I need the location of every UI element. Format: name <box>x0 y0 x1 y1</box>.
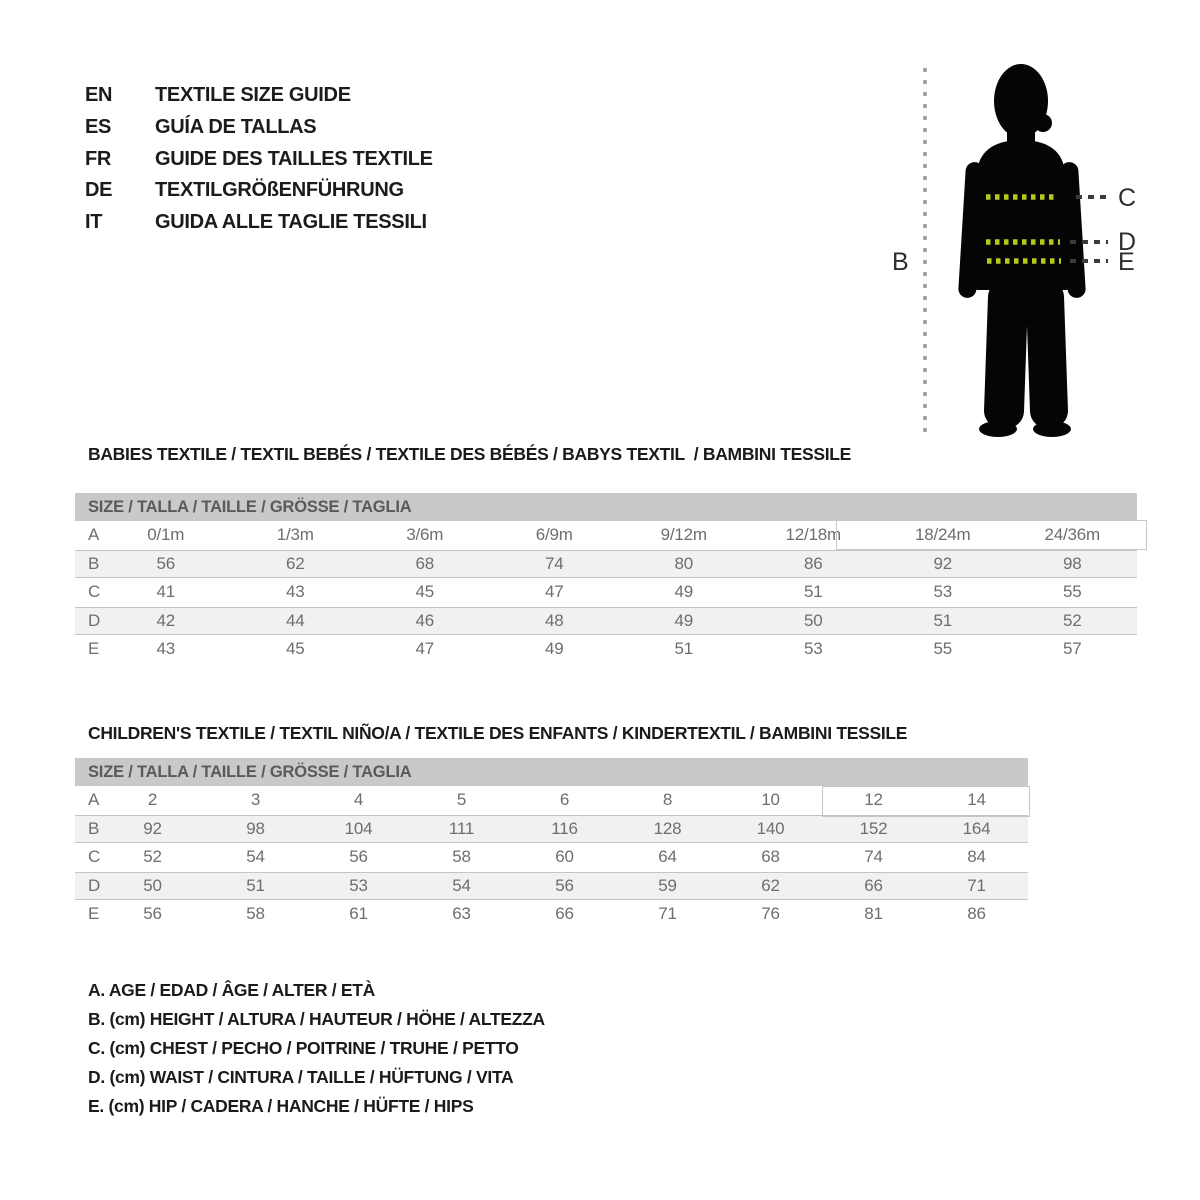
table-cell: 42 <box>156 610 175 630</box>
table-cell: 53 <box>933 582 952 601</box>
table-cell: 58 <box>246 904 265 923</box>
table-row-c <box>75 843 1028 872</box>
table-cell: 81 <box>864 904 883 923</box>
babies-row-selection-box <box>836 520 1147 550</box>
table-row-b <box>75 815 1028 844</box>
table-row-d <box>75 872 1028 901</box>
table-cell: 92 <box>933 553 952 573</box>
table-cell: 51 <box>803 582 823 601</box>
guide-title: TEXTILE SIZE GUIDE <box>155 84 351 107</box>
table-cell: 12 <box>864 790 883 809</box>
row-label: D <box>88 875 101 895</box>
table-cell: 56 <box>156 553 175 573</box>
table-cell: 74 <box>864 847 883 866</box>
table-cell: 62 <box>285 553 305 573</box>
table-cell: 5 <box>456 790 467 809</box>
table-cell: 66 <box>864 875 883 895</box>
table-cell: 51 <box>674 639 693 658</box>
table-cell: 56 <box>143 904 162 923</box>
legend-item: A. AGE / EDAD / ÂGE / ALTER / ETÀ <box>88 980 375 1000</box>
table-cell: 74 <box>544 553 564 573</box>
legend-item: D. (cm) WAIST / CINTURA / TAILLE / HÜFTUNG / VITA <box>88 1067 514 1087</box>
language-row <box>85 112 433 144</box>
language-code: DE <box>85 179 113 202</box>
child-silhouette-diagram <box>880 40 1180 460</box>
table-cell: 45 <box>285 639 305 658</box>
table-cell: 68 <box>415 553 434 573</box>
table-cell: 64 <box>658 847 677 866</box>
table-cell: 12/18m <box>785 525 841 544</box>
table-cell: 52 <box>1062 610 1082 630</box>
guide-title: TEXTILGRÖßENFÜHRUNG <box>155 179 404 202</box>
language-title-list <box>85 80 433 238</box>
table-cell: 8 <box>662 790 673 809</box>
table-row-b <box>75 550 1137 579</box>
table-cell: 140 <box>756 818 785 838</box>
table-cell: 49 <box>674 582 693 601</box>
table-cell: 84 <box>967 847 986 866</box>
table-cell: 43 <box>156 639 175 658</box>
legend-item: B. (cm) HEIGHT / ALTURA / HAUTEUR / HÖHE / ALTEZZA <box>88 1009 545 1029</box>
row-label: B <box>88 553 100 573</box>
table-cell: 164 <box>962 818 991 838</box>
table-cell: 55 <box>933 639 952 658</box>
row-label: C <box>88 582 101 601</box>
measurement-legend <box>88 976 545 1121</box>
table-cell: 6/9m <box>535 525 573 544</box>
table-cell: 61 <box>349 904 368 923</box>
table-row-e <box>75 635 1137 664</box>
table-cell: 62 <box>761 875 780 895</box>
children-row-selection-box <box>822 786 1030 817</box>
babies-section-heading: BABIES TEXTILE / TEXTIL BEBÉS / TEXTILE DES BÉBÉS / BABYS TEXTIL / BAMBINI TESSILE <box>88 444 852 464</box>
guide-title: GUÍA DE TALLAS <box>155 116 317 139</box>
table-cell: 51 <box>246 875 265 895</box>
table-row-e <box>75 900 1028 929</box>
table-cell: 6 <box>559 790 570 809</box>
row-label: B <box>88 818 100 838</box>
size-table-header: SIZE / TALLA / TAILLE / GRÖSSE / TAGLIA <box>75 493 1137 521</box>
table-cell: 18/24m <box>914 525 971 544</box>
height-measure-label: B <box>892 248 909 276</box>
row-label: A <box>88 790 100 809</box>
table-cell: 3/6m <box>406 525 444 544</box>
table-cell: 60 <box>555 847 574 866</box>
table-cell: 54 <box>452 875 471 895</box>
row-label: A <box>88 525 100 544</box>
language-code: IT <box>85 211 103 234</box>
language-row <box>85 80 433 112</box>
table-cell: 76 <box>761 904 780 923</box>
legend-item: E. (cm) HIP / CADERA / HANCHE / HÜFTE / HIPS <box>88 1096 474 1116</box>
table-cell: 56 <box>349 847 368 866</box>
table-cell: 71 <box>658 904 677 923</box>
table-cell: 54 <box>246 847 265 866</box>
babies-size-table <box>75 493 1137 664</box>
table-row-d <box>75 607 1137 636</box>
table-cell: 86 <box>803 553 823 573</box>
child-silhouette <box>958 64 1086 437</box>
table-cell: 52 <box>143 847 162 866</box>
table-cell: 53 <box>803 639 823 658</box>
children-section-heading: CHILDREN'S TEXTILE / TEXTIL NIÑO/A / TEXTILE DES ENFANTS / KINDERTEXTIL / BAMBINI TESSILE <box>88 723 908 743</box>
language-code: EN <box>85 84 113 107</box>
table-cell: 58 <box>452 847 471 866</box>
table-cell: 46 <box>415 610 434 630</box>
table-cell: 59 <box>658 875 677 895</box>
table-cell: 116 <box>551 818 578 838</box>
table-cell: 92 <box>143 818 162 838</box>
language-row <box>85 143 433 175</box>
table-cell: 56 <box>555 875 574 895</box>
row-label: D <box>88 610 101 630</box>
hip-measure-label: E <box>1118 248 1135 276</box>
table-cell: 1/3m <box>276 525 314 544</box>
table-cell: 50 <box>143 875 162 895</box>
table-cell: 49 <box>674 610 693 630</box>
chest-measure-label: C <box>1118 184 1137 212</box>
table-cell: 51 <box>933 610 952 630</box>
table-cell: 111 <box>448 818 475 838</box>
table-cell: 47 <box>415 639 434 658</box>
table-cell: 43 <box>285 582 305 601</box>
language-row <box>85 175 433 207</box>
table-cell: 68 <box>761 847 780 866</box>
table-cell: 86 <box>967 904 986 923</box>
guide-title: GUIDA ALLE TAGLIE TESSILI <box>155 211 427 234</box>
table-cell: 47 <box>544 582 564 601</box>
guide-title: GUIDE DES TAILLES TEXTILE <box>155 147 433 170</box>
table-cell: 98 <box>246 818 265 838</box>
table-cell: 24/36m <box>1044 525 1100 544</box>
children-size-table <box>75 758 1028 929</box>
table-cell: 55 <box>1062 582 1082 601</box>
row-label: E <box>88 639 100 658</box>
table-cell: 128 <box>653 818 682 838</box>
table-cell: 66 <box>555 904 574 923</box>
table-cell: 0/1m <box>147 525 185 544</box>
table-cell: 53 <box>349 875 368 895</box>
language-row <box>85 207 433 239</box>
table-cell: 71 <box>967 875 986 895</box>
table-cell: 98 <box>1062 553 1082 573</box>
table-cell: 14 <box>967 790 986 809</box>
table-cell: 3 <box>250 790 261 809</box>
row-label: C <box>88 847 101 866</box>
language-code: FR <box>85 147 112 170</box>
row-label: E <box>88 904 100 923</box>
measurement-figure <box>880 40 1180 460</box>
table-cell: 49 <box>544 639 564 658</box>
table-cell: 45 <box>415 582 434 601</box>
table-cell: 10 <box>761 790 780 809</box>
table-cell: 57 <box>1062 639 1082 658</box>
table-cell: 48 <box>544 610 564 630</box>
table-cell: 41 <box>156 582 175 601</box>
table-cell: 44 <box>285 610 305 630</box>
table-cell: 2 <box>147 790 158 809</box>
table-cell: 63 <box>452 904 471 923</box>
table-cell: 104 <box>344 818 373 838</box>
language-code: ES <box>85 116 112 139</box>
table-cell: 50 <box>803 610 823 630</box>
table-cell: 4 <box>353 790 364 809</box>
legend-item: C. (cm) CHEST / PECHO / POITRINE / TRUHE / PETTO <box>88 1038 519 1058</box>
table-cell: 9/12m <box>660 525 707 544</box>
table-row-c <box>75 578 1137 607</box>
table-cell: 80 <box>674 553 693 573</box>
size-table-header: SIZE / TALLA / TAILLE / GRÖSSE / TAGLIA <box>75 758 1028 786</box>
waist-measure-label: D <box>1118 228 1137 256</box>
table-cell: 152 <box>859 818 888 838</box>
